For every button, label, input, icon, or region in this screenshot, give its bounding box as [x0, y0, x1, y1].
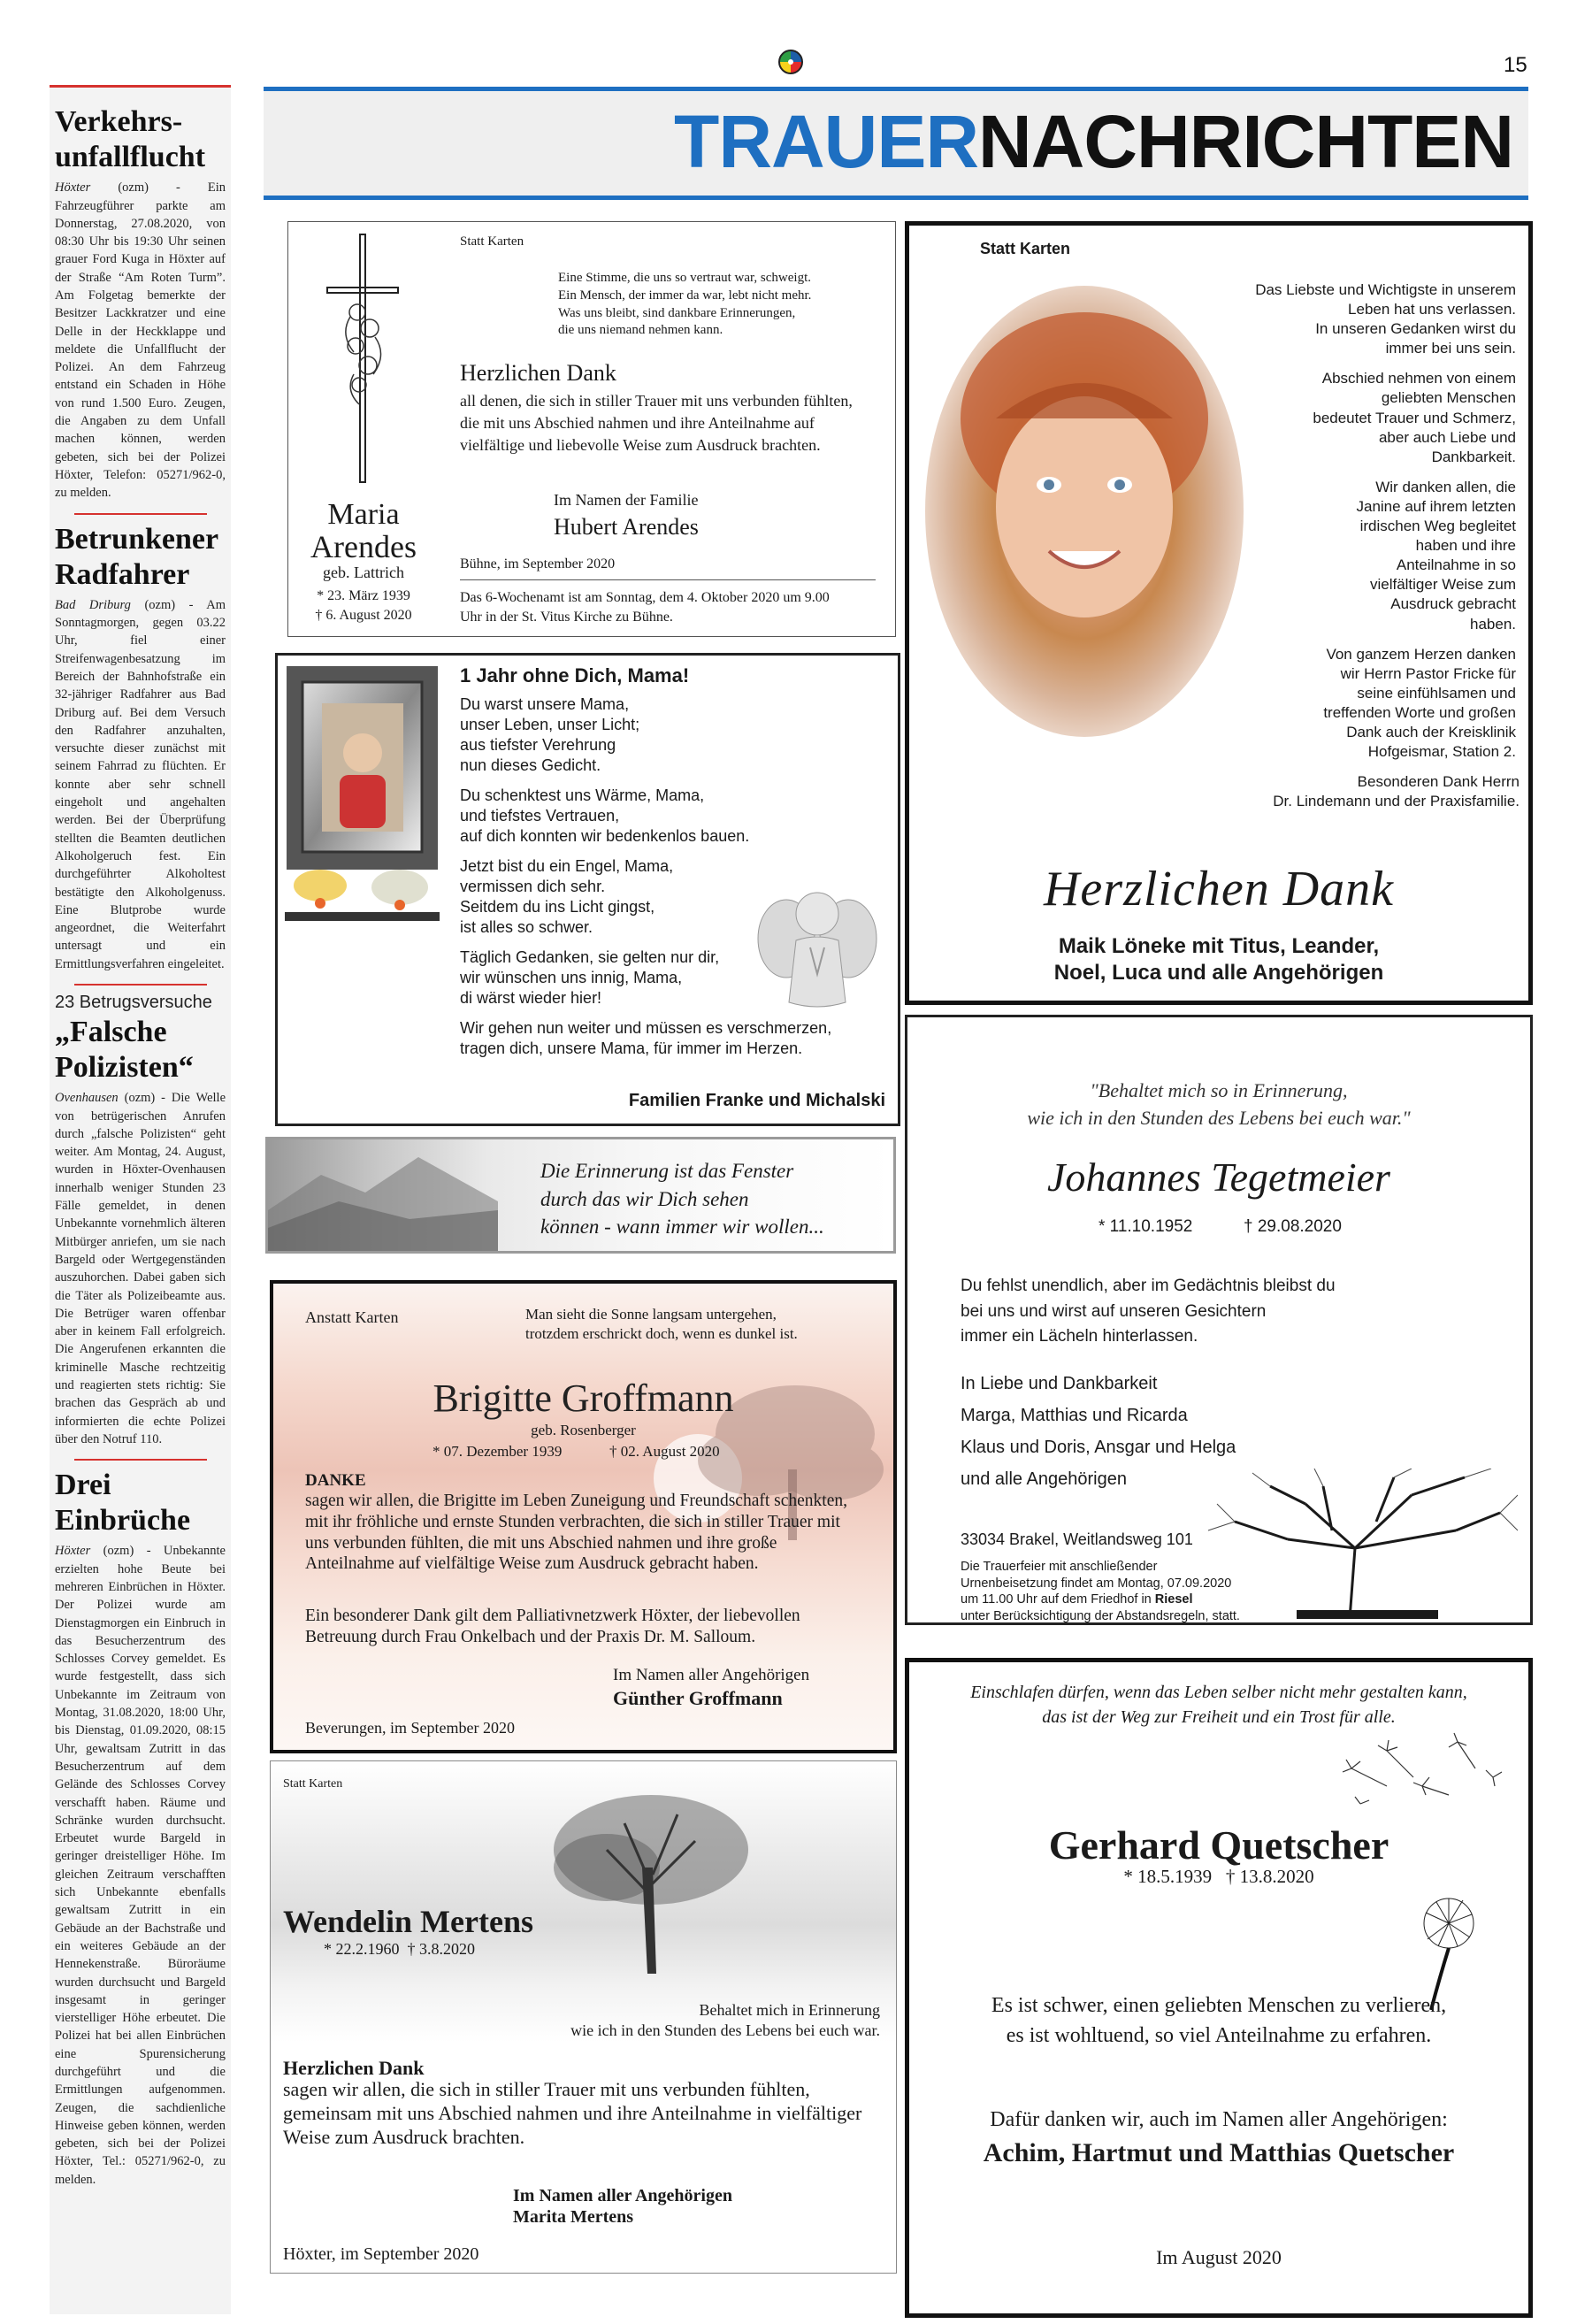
news-location: Bad Driburg [55, 597, 131, 612]
quote: Man sieht die Sonne langsam untergehen, trotzdem erschrickt doch, wenn es dunkel ist. [525, 1306, 798, 1343]
birth-date: * 11.10.1952 [1099, 1217, 1193, 1236]
card-header: Statt Karten [460, 234, 524, 249]
section-title-part2: NACHRICHTEN [978, 100, 1513, 183]
signature: Maik Löneke mit Titus, Leander, Noel, Luca und alle Angehörigen [1053, 934, 1384, 985]
news-body: Bad Driburg (ozm) - Am Sonntagmorgen, gegen 03.22 Uhr, fiel einer Streifenwagenbesatzung im Bereich der Bahnhofstraße ein 32-jähriger Radfahrer aus Bad Driburg auf. Bei dem Versuch den Radfahrer anzuhalten, versuchte dieser zunächst mit seinem Fahrrad zu flüchten. Er konnte aber sehr schnell eingeholt und angehalten werden. Bei der Überprüfung stellten die Beamten deutlichen Alkoholgeruch fest. Ein durchgeführter Alkoholtest bestätigte den Alkoholgenuss. Eine Blutprobe wurde angeordnet, die Weiterfahrt untersagt und ein Ermittlungsverfahren eingeleitet. [55, 597, 226, 971]
obituary-quetscher [905, 1658, 1533, 2318]
memorial-title: 1 Jahr ohne Dich, Mama! [460, 664, 690, 686]
stanza: Du schenktest uns Wärme, Mama, und tiefstes Vertrauen, auf dich konnten wir bedenkenlos bauen. [460, 786, 750, 846]
framed-photo-icon [285, 664, 440, 921]
family-list: In Liebe und Dankbarkeit Marga, Matthias und Ricarda Klaus und Doris, Ansgar und Helga und alle Angehörigen [961, 1374, 1236, 1489]
page-number: 15 [1504, 53, 1527, 77]
message: Du fehlst unendlich, aber im Gedächtnis bleibst du bei uns und wirst auf unseren Gesichtern immer ein Lächeln hinterlassen. [961, 1277, 1336, 1346]
card-header: Anstatt Karten [305, 1308, 399, 1326]
paragraph: Wir danken allen, die Janine auf ihrem letzten irdischen Weg begleitet haben und ihre Anteilnahme in so vielfältiger Weise zum Ausdruck gebracht haben. [1356, 478, 1516, 633]
deceased-name: Johannes Tegetmeier [1047, 1154, 1390, 1200]
news-body: Ovenhausen (ozm) - Die Welle von betrügerischen Anrufen durch „falsche Polizisten“ geht weiter. Am Montag, 24. August, wurden in Höxter-Ovenhausen innerhalb weniger Stunden 23 Fälle gemeldet, in denen Unbekannte vornehmlich älteren Mitbürger anriefen, um sie nach Bargeld oder Wertgegenständen auszuhorchen. Dabei gaben sich die Täter als Polizeibeamte aus. Die Betrüger waren offenbar aber in keinem Fall erfolgreich. Die Angerufenen erkannten die kriminelle Masche rechtzeitig und reagierten stets richtig: Sie brachen das Gespräch ab und informierten die echte Polizei über den Notruf 110. [55, 1091, 226, 1446]
death-date: † 6. August 2020 [315, 608, 412, 623]
news-column-rule [50, 85, 231, 88]
news-headline: Drei Einbrüche [55, 1469, 191, 1538]
section-title-part1: TRAUER [674, 100, 979, 183]
funeral-info: Die Trauerfeier mit anschließender Urnenbeisetzung findet am Montag, 07.09.2020 um 11.00 Uhr auf dem Friedhof in Riesel unter Berücksichtigung der Abstandsregeln, statt. [961, 1560, 1240, 1623]
card-header: Statt Karten [283, 1777, 343, 1791]
paragraph: Abschied nehmen von einem geliebten Menschen bedeutet Trauer und Schmerz, aber auch Liebe und Dankbarkeit. [1313, 370, 1516, 465]
news-headline: Verkehrs-unfallflucht [55, 105, 206, 174]
tree-silhouette-icon [1199, 1469, 1518, 1619]
birth-name: geb. Lattrich [323, 564, 404, 581]
danke-title: DANKE [305, 1471, 366, 1490]
quote: Einschlafen dürfen, wenn das Leben selber nicht mehr gestalten kann, das ist der Weg zur Freiheit und ein Trost für alle. [970, 1683, 1467, 1727]
cross-roses-icon [324, 233, 403, 489]
date: Im August 2020 [1156, 2246, 1282, 2268]
news-separator [74, 984, 207, 986]
place-date: Beverungen, im September 2020 [305, 1719, 515, 1737]
news-body: Höxter (ozm) - Unbekannte erzielten hohe Beute bei mehreren Einbrüchen in Höxter. Der Polizei wurde am Dienstagmorgen ein Einbruch in das Besucherzentrum des Schlosses Corvey gemeldet. Es wurde festgestellt, dass sich Unbekannte im Zeitraum von Montag, 31.08.2020, 18:00 Uhr, bis Dienstag, 01.09.2020, 08:15 Uhr, gewaltsam Zutritt in das Besucherzentrum auf dem Gelände des Schlosses Corvey verschafft haben. Räume und Schränke wurden durchsucht. Erbeutet wurde Bargeld in geringer dreistelliger Höhe. Im gleichen Zeitraum verschafften sich Unbekannte ebenfalls gewaltsam Zutritt in ein Gebäude an der Bachstraße und ein weiteres Gebäude an der Hennekenstraße. Büroräume wurden durchsucht und Bargeld insgesamt in geringer vierstelliger Höhe erbeutet. Die Polizei hat bei allen Einbrüchen eine Spurensicherung durchgeführt und die Ermittlungen aufgenommen. Zeugen, die sachdienliche Hinweise geben können, werden gebeten, sich bei der Polizei Höxter, Tel.: 05271/962-0, zu melden. [55, 1544, 226, 2187]
paragraph: Von ganzem Herzen danken wir Herrn Pastor Fricke für seine einfühlsamen und treffenden Worte und großen Dank auch der Kreisklinik Hofgeismar, Station 2. [1323, 645, 1516, 761]
stanza: Jetzt bist du ein Engel, Mama, vermissen dich sehr. Seitdem du ins Licht gingst, ist alles so schwer. [460, 857, 674, 937]
news-location: Höxter [55, 1544, 91, 1559]
life-dates: * 18.5.1939 † 13.8.2020 [1123, 1866, 1314, 1887]
deceased-name: Gerhard Quetscher [1048, 1822, 1389, 1868]
place-date: Höxter, im September 2020 [283, 2244, 479, 2264]
deceased-last-name: Arendes [310, 529, 417, 564]
news-headline: Betrunkener Radfahrer [55, 522, 218, 591]
obituary-groffmann [270, 1280, 897, 1753]
obituary-tegetmeier [905, 1015, 1533, 1625]
thanks-title: Herzlichen Dank [460, 360, 616, 386]
family-name: Hubert Arendes [554, 514, 699, 540]
deceased-name: Wendelin Mertens [283, 1904, 533, 1939]
section-title [674, 100, 1513, 183]
birth-date: * 07. Dezember 1939 [433, 1443, 563, 1460]
portrait-icon [925, 286, 1244, 737]
thanks-title: Herzlichen Dank [283, 2057, 425, 2079]
angel-figurine-icon [755, 877, 879, 1009]
family-name: Günther Groffmann [613, 1687, 783, 1709]
landscape-icon [268, 1139, 498, 1251]
birth-name: geb. Rosenberger [531, 1422, 636, 1438]
family-intro: Im Namen aller Angehörigen [613, 1666, 810, 1684]
danke-text: sagen wir allen, die Brigitte im Leben Zuneigung und Freundschaft schenkten, mit ihr fröhliche und ernste Stunden verbrachten, die sich in stiller Trauer mit uns verbunden fühlten, die mit uns Abschied nahmen und ihre große Anteilnahme auf vielfältige Weise zum Ausdruck gebracht haben. [305, 1492, 848, 1574]
thanks-line: Dafür danken wir, auch im Namen aller Angehörigen: [990, 2108, 1448, 2131]
quote-window [265, 1137, 896, 1254]
stanza: Täglich Gedanken, sie gelten nur dir, wir wünschen uns innig, Mama, di wärst wieder hier! [460, 948, 720, 1008]
obituary-arendes [287, 221, 896, 637]
family-intro: Im Namen der Familie [554, 491, 699, 509]
quote-text: Die Erinnerung ist das Fenster durch das wir Dich sehen können - wann immer wir wollen... [540, 1160, 824, 1239]
script-title: Herzlichen Dank [1043, 862, 1394, 917]
family-intro: Im Namen aller Angehörigen [513, 2186, 732, 2205]
death-date: † 02. August 2020 [609, 1443, 720, 1460]
life-dates: * 22.2.1960 † 3.8.2020 [324, 1940, 475, 1958]
special-thanks: Ein besonderer Dank gilt dem Palliativnetzwerk Höxter, der liebevollen Betreuung durch Frau Onkelbach und der Praxis Dr. M. Salloum. [305, 1607, 800, 1646]
loeneke-text [1224, 280, 1520, 811]
deceased-first-name: Maria [327, 498, 400, 531]
news-location: Ovenhausen [55, 1091, 119, 1106]
place-date: Bühne, im September 2020 [460, 556, 616, 571]
death-date: † 29.08.2020 [1244, 1217, 1342, 1236]
mass-info: Das 6-Wochenamt ist am Sonntag, dem 4. Oktober 2020 um 9.00 Uhr in der St. Vitus Kirche zu Bühne. [460, 590, 830, 625]
news-headline: „Falsche Polizisten“ [55, 1016, 194, 1085]
poem: Eine Stimme, die uns so vertraut war, schweigt. Ein Mensch, der immer da war, lebt nicht mehr. Was uns bleibt, sind dankbare Erinnerungen, die uns niemand nehmen kann. [558, 271, 812, 338]
deceased-name: Brigitte Groffmann [433, 1377, 734, 1420]
birth-date: * 23. März 1939 [317, 588, 410, 603]
memorial-signature: Familien Franke und Michalski [628, 1091, 885, 1110]
portrait-vignette [925, 286, 1244, 737]
news-separator [74, 513, 207, 515]
family-name: Marita Mertens [513, 2207, 634, 2227]
quote: Behaltet mich in Erinnerung wie ich in den Stunden des Lebens bei euch war. [570, 2001, 880, 2040]
paragraph: Das Liebste und Wichtigste in unserem Leben hat uns verlassen. In unseren Gedanken wirst du immer bei uns sein. [1255, 281, 1516, 357]
card-header: Statt Karten [980, 240, 1071, 257]
thanks-text: sagen wir allen, die sich in stiller Trauer mit uns verbunden fühlten, gemeinsam mit uns Abschied nahmen und ihre Anteilnahme in vielfältiger Weise zum Ausdruck brachten. [283, 2078, 862, 2148]
divider [460, 579, 876, 580]
news-location: Höxter [55, 180, 91, 196]
funeral-place: Riesel [1154, 1592, 1193, 1607]
address: 33034 Brakel, Weitlandsweg 101 [961, 1530, 1193, 1548]
quote: "Behaltet mich so in Erinnerung, wie ich in den Stunden des Lebens bei euch war." [1027, 1079, 1411, 1129]
news-body: Höxter (ozm) - Ein Fahrzeugführer parkte am Donnerstag, 27.08.2020, von 08:30 Uhr bis 19:30 Uhr seinen grauer Ford Kuga in Höxter auf der Straße “Am Roten Turm”. Am Folgetag bemerkte der Besitzer Lackkratzer und eine Delle in der Heckklappe und meldete die Unfallflucht der Polizei. An dem Fahrzeug entstand ein Schaden in Höhe von rund 1.500 Euro. Zeugen, die Angaben zu dem Unfall machen können, werden gebeten, sich bei der Polizei Höxter, Telefon: 05271/962-0, zu melden. [55, 180, 226, 501]
news-column [50, 85, 231, 2314]
family-name: Achim, Hartmut und Matthias Quetscher [983, 2138, 1455, 2167]
winter-tree-icon [509, 1779, 775, 1974]
message: Es ist schwer, einen geliebten Menschen zu verlieren, es ist wohltuend, so viel Anteilnahme zu erfahren. [991, 1994, 1447, 2047]
stanza: Du warst unsere Mama, unser Leben, unser Licht; aus tiefster Verehrung nun dieses Gedicht. [460, 695, 640, 775]
thanks-text: all denen, die sich in stiller Trauer mit uns verbunden fühlten, die mit uns Abschied nahmen und ihre Anteilnahme auf vielfältige und liebevolle Weise zum Ausdruck brachten. [460, 392, 853, 455]
news-separator [74, 1459, 207, 1461]
obituary-loeneke [905, 221, 1533, 1005]
registration-mark-icon [778, 50, 803, 74]
news-kicker: 23 Betrugsversuche [55, 993, 212, 1013]
obituary-mertens [270, 1760, 897, 2274]
header-rule-bottom [264, 196, 1528, 200]
memorial-mama [275, 653, 900, 1126]
paragraph: Besonderen Dank Herrn Dr. Lindemann und der Praxisfamilie. [1273, 773, 1520, 810]
stanza: Wir gehen nun weiter und müssen es verschmerzen, tragen dich, unsere Mama, für immer im Herzen. [460, 1019, 832, 1058]
dandelion-seeds-icon [1334, 1715, 1520, 1822]
